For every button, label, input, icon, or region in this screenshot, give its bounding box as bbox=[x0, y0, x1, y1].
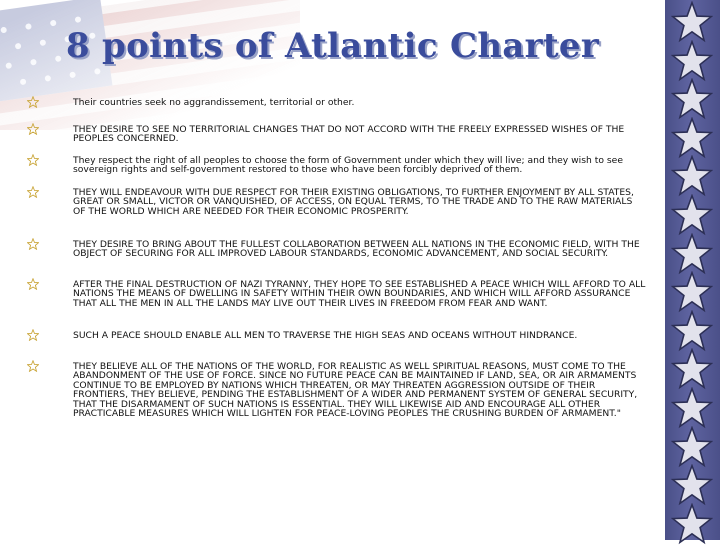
band-star-icon bbox=[671, 310, 713, 352]
star-bullet-icon bbox=[27, 123, 39, 135]
star-bullet-icon bbox=[27, 278, 39, 290]
point-text: THEY DESIRE TO SEE NO TERRITORIAL CHANGES THAT DO NOT ACCORD WITH THE FREELY EXPRESSED WISHES OF THE PEOPLES CONCERNED. bbox=[73, 124, 625, 145]
band-star-icon bbox=[671, 78, 713, 120]
star-bullet-icon bbox=[27, 186, 39, 198]
band-star-icon bbox=[671, 1, 713, 43]
star-bullet-icon bbox=[27, 329, 39, 341]
band-star-icon bbox=[671, 117, 713, 159]
point-text: THEY DESIRE TO BRING ABOUT THE FULLEST COLLABORATION BETWEEN ALL NATIONS IN THE ECONOMIC FIELD, WITH THE OBJECT OF SECURING FOR ALL IMPROVED LABOUR STANDARDS, ECONOMIC ADVANCEMENT, AND SOCIAL SECURITY. bbox=[73, 239, 640, 260]
band-star-icon bbox=[671, 464, 713, 506]
band-star-icon bbox=[671, 233, 713, 275]
point-text: They respect the right of all peoples to choose the form of Government under which they will live; and they wish to see sovereign rights and self-government restored to those who have been forcibly deprived of them. bbox=[73, 155, 623, 176]
slide-title: 8 points of Atlantic Charter bbox=[65, 26, 600, 66]
band-star-icon bbox=[671, 271, 713, 313]
point-text: THEY BELIEVE ALL OF THE NATIONS OF THE WORLD, FOR REALISTIC AS WELL SPIRITUAL REASONS, MUST COME TO THE ABANDONMENT OF THE USE OF FORCE. SINCE NO FUTURE PEACE CAN BE MAINTAINED IF LAND, SEA, OR AIR ARMAMENTS CONTINUE TO BE EMPLOYED BY NATIONS WHICH THREATEN, OR MAY THREATEN AGGRESSION OUTSIDE OF THEIR FRONTIERS, THEY BELIEVE, PENDING THE ESTABLISHMENT OF A WIDER AND PERMANENT SYSTEM OF GENERAL SECURITY, THAT THE DISARMAMENT OF SUCH NATIONS IS ESSENTIAL. THEY WILL LIKEWISE AID AND ENCOURAGE ALL OTHER PRACTICABLE MEASURES WHICH WILL LIGHTEN FOR PEACE-LOVING PEOPLES THE CRUSHING BURDEN OF ARMAMENT." bbox=[73, 361, 638, 420]
band-star-icon bbox=[671, 40, 713, 82]
band-star-icon bbox=[671, 155, 713, 197]
band-star-icon bbox=[671, 387, 713, 429]
star-bullet-icon bbox=[27, 238, 39, 250]
band-star-icon bbox=[671, 503, 713, 545]
point-text: SUCH A PEACE SHOULD ENABLE ALL MEN TO TRAVERSE THE HIGH SEAS AND OCEANS WITHOUT HINDRANCE. bbox=[73, 330, 578, 341]
star-bullet-icon bbox=[27, 154, 39, 166]
star-bullet-icon bbox=[27, 96, 39, 108]
band-star-icon bbox=[671, 348, 713, 390]
star-bullet-icon bbox=[27, 360, 39, 372]
band-star-icon bbox=[671, 194, 713, 236]
point-text: Their countries seek no aggrandissement, territorial or other. bbox=[73, 97, 355, 108]
point-text: THEY WILL ENDEAVOUR WITH DUE RESPECT FOR THEIR EXISTING OBLIGATIONS, TO FURTHER ENJOYMENT BY ALL STATES, GREAT OR SMALL, VICTOR OR VANQUISHED, OF ACCESS, ON EQUAL TERMS, TO THE TRADE AND TO THE RAW MATERIALS OF THE WORLD WHICH ARE NEEDED FOR THEIR ECONOMIC PROSPERITY. bbox=[73, 187, 634, 217]
star-band bbox=[665, 0, 720, 540]
band-star-icon bbox=[671, 426, 713, 468]
point-text: AFTER THE FINAL DESTRUCTION OF NAZI TYRANNY, THEY HOPE TO SEE ESTABLISHED A PEACE WHICH WILL AFFORD TO ALL NATIONS THE MEANS OF DWELLING IN SAFETY WITHIN THEIR OWN BOUNDARIES, AND WHICH WILL AFFORD ASSURANCE THAT ALL THE MEN IN ALL THE LANDS MAY LIVE OUT THEIR LIVES IN FREEDOM FROM FEAR AND WANT. bbox=[73, 279, 646, 309]
